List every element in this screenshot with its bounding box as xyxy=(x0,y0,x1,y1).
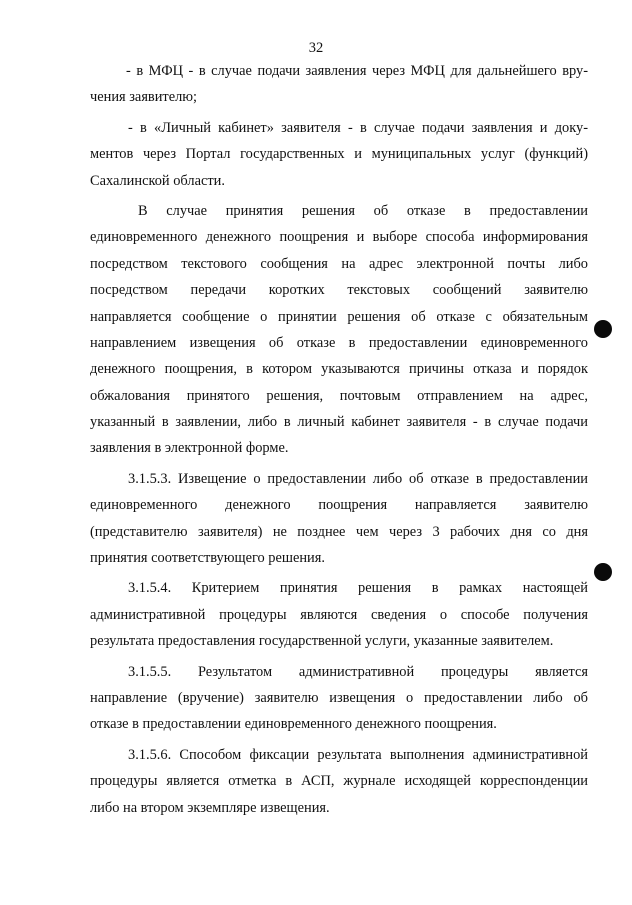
page-number: 32 xyxy=(308,40,324,56)
text-line: 3.1.5.3. Извещение о предоставлении либо об отказе в предоставлении xyxy=(128,470,588,487)
text-line: - в «Личный кабинет» заявителя - в случае подачи заявления и доку- xyxy=(128,119,588,136)
text-line: направляется сообщение о принятии решения об отказе с обязательным xyxy=(90,308,588,325)
text-line: посредством текстового сообщения на адрес электронной почты либо xyxy=(90,255,588,272)
text-line: единовременного денежного поощрения и выборе способа информирования xyxy=(90,229,588,246)
text-line: посредством передачи коротких текстовых сообщений заявителю xyxy=(90,282,588,299)
text-line: процедуры является отметка в АСП, журнале исходящей корреспонденции xyxy=(90,773,588,790)
punch-hole-lower xyxy=(594,563,612,581)
text-line: указанный в заявлении, либо в личный кабинет заявителя - в случае подачи xyxy=(90,414,588,431)
text-line: направление (вручение) заявителю извещения о предоставлении либо об xyxy=(90,689,588,706)
text-line: результата предоставления государственной услуги, указанные заявителем. xyxy=(90,633,554,650)
document-body xyxy=(90,58,588,821)
text-line: ментов через Портал государственных и муниципальных услуг (функций) xyxy=(90,146,588,163)
text-line: принятия соответствующего решения. xyxy=(90,550,325,567)
text-line: единовременного денежного поощрения направляется заявителю xyxy=(90,497,588,514)
text-line: - в МФЦ - в случае подачи заявления через МФЦ для дальнейшего вру- xyxy=(126,63,588,79)
text-line: (представителю заявителя) не позднее чем через 3 рабочих дня со дня xyxy=(90,523,588,540)
text-line: 3.1.5.5. Результатом административной процедуры является xyxy=(128,663,588,680)
text-line: денежного поощрения, в котором указываются причины отказа и порядок xyxy=(90,361,588,378)
text-line: В случае принятия решения об отказе в предоставлении xyxy=(138,202,588,219)
text-line: заявления в электронной форме. xyxy=(90,440,289,457)
text-line: либо на втором экземпляре извещения. xyxy=(90,799,330,816)
punch-hole-upper xyxy=(594,320,612,338)
text-line: чения заявителю; xyxy=(90,89,198,106)
text-line: 3.1.5.6. Способом фиксации результата выполнения административной xyxy=(128,746,588,763)
text-line: административной процедуры являются сведения о способе получения xyxy=(90,606,588,623)
text-line: обжалования принятого решения, почтовым отправлением на адрес, xyxy=(90,387,588,404)
text-line: 3.1.5.4. Критерием принятия решения в рамках настоящей xyxy=(128,580,588,597)
text-line: направлением извещения об отказе в предоставлении единовременного xyxy=(90,334,588,351)
text-line: Сахалинской области. xyxy=(90,172,225,189)
text-line: отказе в предоставлении единовременного денежного поощрения. xyxy=(90,716,497,733)
